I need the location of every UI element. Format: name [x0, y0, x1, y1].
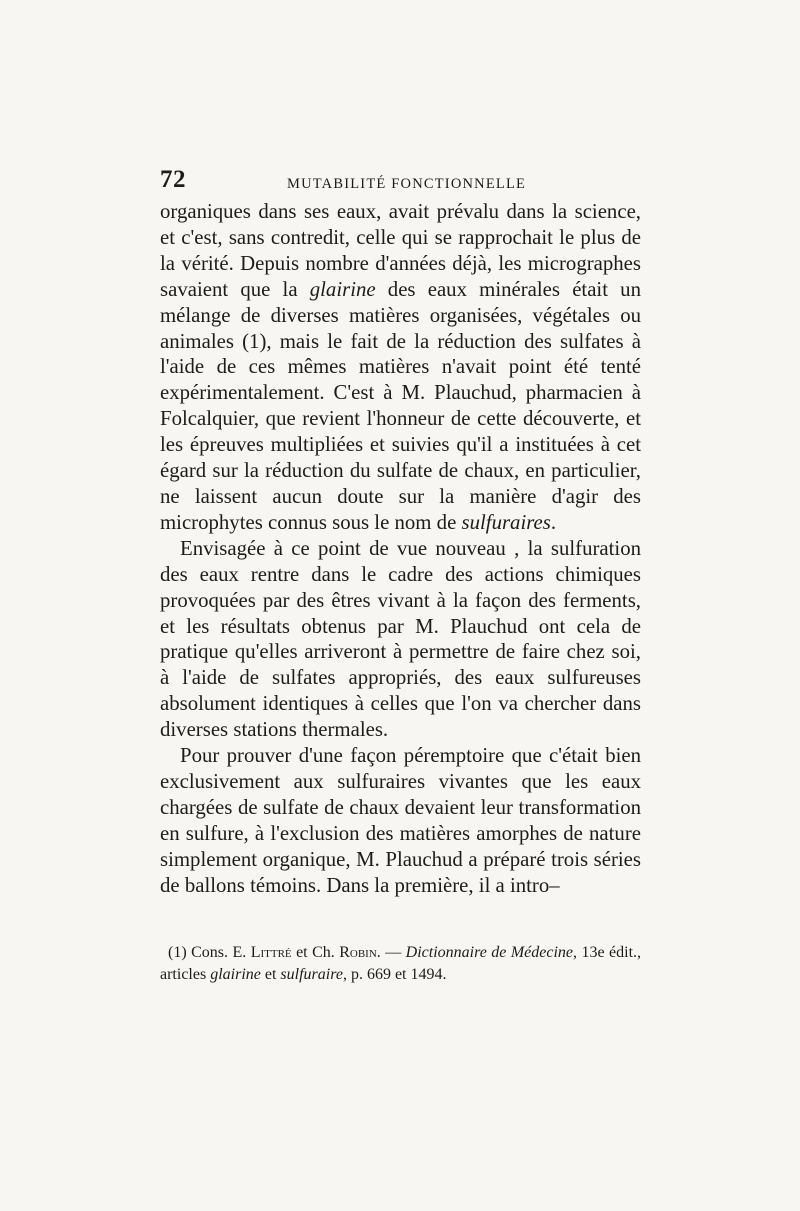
paragraph-1-text-c: des eaux minérales était un mélange de diverses matières organisées, végétales ou animales (1), mais le fait de la réduction des sulfates à l'aide de ces mêmes matières n'avait point été tenté expérimentalement. C'est à M. Plauchud, pharmacien à Folcalquier, que revient l'honneur de cette découverte, et les épreuves multipliées et suivies qu'il a instituées à cet égard sur la réduction du sulfate de chaux, en particulier, ne laissent aucun doute sur la manière d'agir des microphytes connus sous le nom de: [160, 277, 641, 534]
term-sulfuraires: sulfuraires: [461, 510, 551, 534]
page-number: 72: [160, 166, 186, 193]
footnote-work-title: Dictionnaire de Médecine: [405, 944, 574, 961]
paragraph-2: Envisagée à ce point de vue nouveau , la sulfuration des eaux rentre dans le cadre des actions chimiques provoquées par des êtres vivant à la façon des ferments, et les résultats obtenus par M. Plauchud ont cela de pratique qu'elles arriveront à permettre de faire chez soi, à l'aide de sulfates appropriés, des eaux sulfureuses absolument identiques à celles que l'on va chercher dans diverses stations thermales.: [160, 536, 641, 742]
footnote-author-robin: Robin: [339, 944, 377, 961]
footnote: [160, 942, 641, 986]
body-text: [160, 199, 641, 898]
paragraph-1: [160, 199, 641, 536]
footnote-pages: , p. 669 et 1494.: [342, 966, 447, 983]
term-glairine: glairine: [309, 277, 376, 301]
footnote-dash: . —: [376, 944, 406, 961]
footnote-term-sulfuraire: sulfuraire: [280, 966, 343, 983]
footnote-marker: (1) Cons. E.: [168, 944, 251, 961]
footnote-author-littre: Littré: [250, 944, 292, 961]
footnote-1: [160, 942, 641, 986]
footnote-and: et Ch.: [291, 944, 340, 961]
footnote-term-glairine: glairine: [210, 966, 261, 983]
paragraph-1-text-a: organiques dans ses eaux, avait prévalu dans la science, et c'est, sans contredit, celle qui se rapprochait le plus de la vérité. Depuis nombre d'années déjà, les micrographes savaient que la: [160, 200, 641, 301]
paragraph-1-text-e: .: [550, 510, 557, 534]
paragraph-3: Pour prouver d'une façon péremptoire que c'était bien exclusivement aux sulfuraires vivantes que les eaux chargées de sulfate de chaux devaient leur transformation en sulfure, à l'exclusion des matières amorphes de nature simplement organique, M. Plauchud a préparé trois séries de ballons témoins. Dans la première, il a intro–: [160, 744, 641, 897]
running-title: MUTABILITÉ FONCTIONNELLE: [287, 176, 527, 192]
footnote-et: et: [260, 966, 281, 983]
page-header: [160, 166, 640, 196]
footnote-edition: , 13e édit., articles: [160, 944, 642, 983]
